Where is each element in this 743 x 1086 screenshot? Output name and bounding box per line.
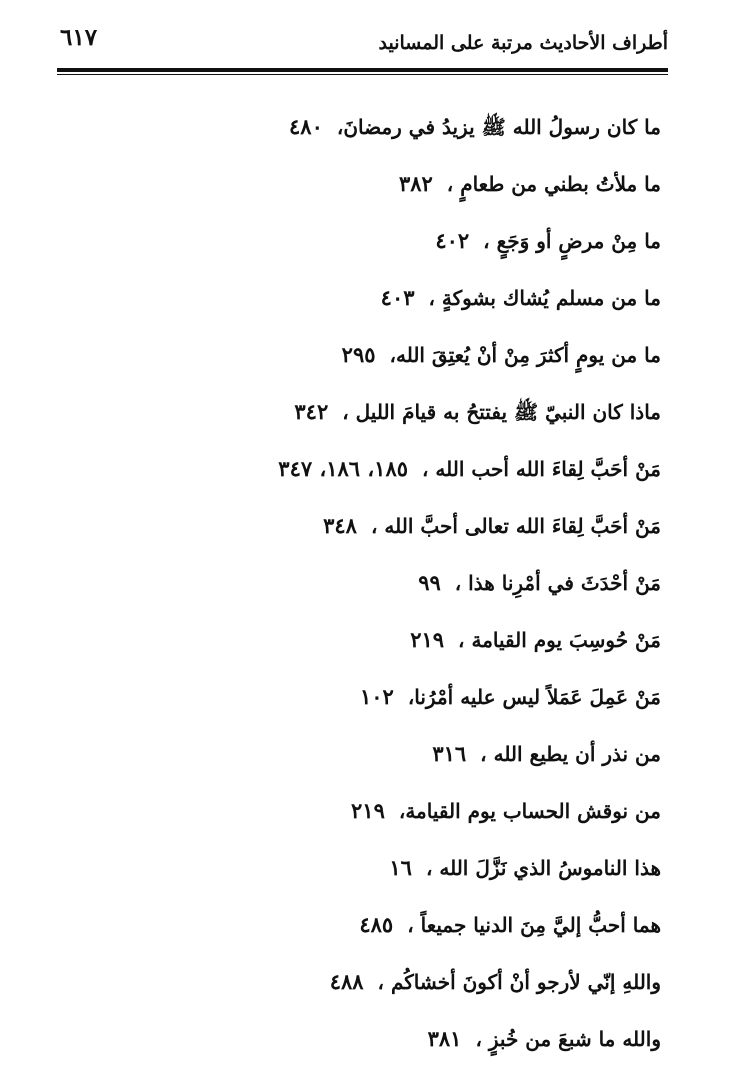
entry-page-refs: ٤٠٢: [435, 228, 470, 253]
index-entry: [101, 326, 661, 383]
index-entry: [101, 839, 661, 896]
entry-text: ما ملأتُ بطني من طعامٍ ،: [446, 172, 661, 196]
hadith-index-list: [101, 98, 661, 1067]
index-entry: [101, 155, 661, 212]
index-entry: [101, 725, 661, 782]
index-entry: [101, 383, 661, 440]
index-entry: [101, 440, 661, 497]
entry-page-refs: ١٦: [389, 855, 412, 880]
entry-page-refs: ٣٤٨: [323, 513, 357, 538]
entry-page-refs: ٢١٩: [351, 798, 385, 823]
entry-text: ما من مسلم يُشاك بشوكةٍ ،: [428, 286, 661, 310]
running-head-title: أطراف الأحاديث مرتبة على المسانيد: [378, 32, 668, 54]
entry-text: مَنْ أحَبَّ لِقاءَ الله تعالى أحبَّ الله ،: [370, 514, 661, 538]
entry-text: مَنْ أحْدَثَ في أمْرِنا هذا ،: [454, 571, 661, 595]
entry-text: ما كان رسولُ الله ﷺ يزيدُ في رمضانَ،: [336, 115, 661, 139]
index-entry: [101, 668, 661, 725]
index-entry: [101, 212, 661, 269]
index-entry: [101, 896, 661, 953]
index-entry: [101, 554, 661, 611]
entry-text: من نذر أن يطيع الله ،: [480, 742, 661, 766]
page-header: [60, 22, 668, 62]
entry-text: واللهِ إنّي لأرجو أنْ أكونَ أخشاكُم ،: [377, 970, 661, 994]
header-rule-thin: [57, 74, 668, 75]
entry-text: مَنْ عَمِلَ عَمَلاً ليس عليه أمْرُنا،: [407, 685, 661, 709]
index-entry: [101, 98, 661, 155]
page-number: ٦١٧: [60, 24, 98, 51]
entry-page-refs: ٤٠٣: [380, 285, 415, 310]
entry-page-refs: ٩٩: [418, 570, 441, 595]
entry-page-refs: ٣١٦: [432, 741, 467, 766]
entry-page-refs: ٣٨١: [427, 1026, 462, 1051]
entry-text: مَنْ حُوسِبَ يوم القيامة ،: [458, 628, 661, 652]
entry-text: والله ما شبعَ من خُبزٍ ،: [475, 1027, 661, 1051]
entry-page-refs: ٤٨٨: [329, 969, 364, 994]
index-entry: [101, 611, 661, 668]
header-rule-thick: [57, 68, 668, 72]
entry-text: ما من يومٍ أكثرَ مِنْ أنْ يُعتِقَ الله،: [389, 343, 661, 367]
entry-page-refs: ٤٨٥: [359, 912, 394, 937]
index-entry: [101, 269, 661, 326]
index-entry: [101, 782, 661, 839]
entry-page-refs: ٣٤٢: [294, 399, 329, 424]
entry-page-refs: ٢٩٥: [341, 342, 376, 367]
entry-page-refs: ١٠٢: [359, 684, 394, 709]
index-entry: [101, 953, 661, 1010]
index-entry: [101, 1010, 661, 1067]
index-entry: [101, 497, 661, 554]
entry-text: هذا الناموسُ الذي نَزَّلَ الله ،: [425, 856, 661, 880]
entry-text: ماذا كان النبيّ ﷺ يفتتحُ به قيامَ الليل ،: [342, 400, 661, 424]
entry-text: هما أحبُّ إليَّ مِنَ الدنيا جميعاً ،: [407, 913, 661, 937]
entry-page-refs: ١٨٥، ١٨٦، ٣٤٧: [278, 456, 409, 481]
entry-page-refs: ٣٨٢: [398, 171, 433, 196]
entry-page-refs: ٤٨٠: [289, 114, 323, 139]
entry-text: من نوقش الحساب يوم القيامة،: [398, 799, 661, 823]
entry-text: ما مِنْ مرضٍ أو وَجَعٍ ،: [483, 229, 661, 253]
entry-text: مَنْ أحَبَّ لِقاءَ الله أحب الله ،: [422, 457, 661, 481]
entry-page-refs: ٢١٩: [410, 627, 445, 652]
